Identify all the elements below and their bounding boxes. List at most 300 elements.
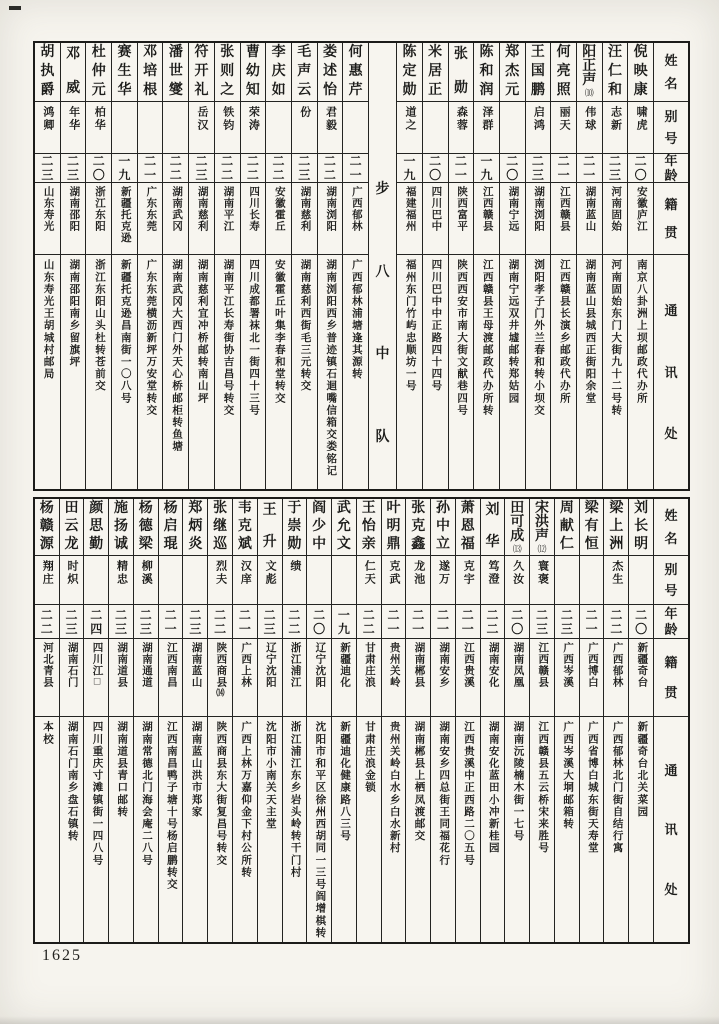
vertical-text: 仁天 — [363, 560, 376, 586]
vertical-text — [437, 605, 449, 638]
character: 二 — [461, 607, 474, 622]
person-column — [111, 43, 137, 489]
name-cell — [580, 499, 604, 556]
person-column — [628, 499, 653, 942]
character: 勋 — [453, 81, 468, 96]
vertical-text — [664, 556, 677, 604]
alias-cell — [215, 102, 240, 154]
vertical-text: 甘肃庄浪 — [363, 642, 375, 688]
character: 二 — [221, 168, 234, 182]
age-cell — [163, 154, 188, 183]
name-cell — [357, 499, 381, 556]
vertical-text: 湖南武冈大西门外天心桥邮柜转鱼塘 — [171, 259, 183, 453]
character: 郑 — [505, 45, 520, 60]
vertical-text: 荣涛 — [247, 106, 260, 132]
vertical-text — [272, 43, 286, 101]
age-cell — [86, 154, 111, 183]
character: 二 — [362, 607, 375, 622]
character: 二 — [139, 607, 152, 622]
row-header-column — [653, 43, 688, 489]
character: 中 — [375, 347, 390, 363]
age-cell — [456, 605, 480, 639]
vertical-text: 甘肃庄浪金锁 — [363, 721, 375, 794]
origin-cell — [35, 639, 59, 717]
alias-cell — [449, 102, 474, 154]
age-cell — [60, 605, 84, 639]
name-cell — [500, 43, 525, 102]
person-column — [422, 43, 448, 489]
vertical-text — [664, 717, 677, 942]
vertical-text: 杰生 — [610, 560, 623, 586]
character: 中 — [435, 519, 450, 534]
character: 别 — [664, 562, 678, 578]
vertical-text — [511, 605, 523, 638]
age-cell — [577, 154, 602, 183]
origin-cell — [134, 639, 158, 717]
name-cell — [474, 43, 499, 102]
age-cell — [629, 605, 653, 639]
person-column — [291, 43, 317, 489]
vertical-text: 陕西商县东大街复昌号转交 — [215, 721, 227, 867]
origin-cell — [604, 639, 628, 717]
character: 二 — [238, 607, 251, 622]
vertical-text — [90, 605, 102, 638]
header-alias-cell — [654, 102, 688, 154]
name-cell — [318, 43, 343, 102]
person-column — [480, 499, 505, 942]
vertical-text: 四川重庆寸滩镇街一四八号 — [91, 721, 103, 867]
vertical-text — [117, 43, 131, 101]
address-cell — [35, 255, 60, 489]
vertical-text — [557, 43, 571, 101]
origin-cell — [580, 639, 604, 717]
person-column — [282, 499, 307, 942]
vertical-text — [583, 154, 595, 182]
alias-cell — [629, 556, 653, 605]
origin-cell — [357, 639, 381, 717]
name-cell — [406, 499, 430, 556]
origin-cell — [577, 183, 602, 255]
alias-cell — [307, 556, 331, 605]
character: 一 — [557, 168, 570, 182]
character: 康 — [633, 83, 648, 98]
character: 何 — [556, 45, 571, 60]
vertical-text — [505, 43, 519, 101]
vertical-text — [67, 154, 79, 182]
origin-cell — [551, 183, 576, 255]
vertical-text: 陕西商县⒁ — [215, 642, 227, 698]
origin-cell — [423, 183, 448, 255]
vertical-text — [506, 154, 518, 182]
alias-cell — [580, 556, 604, 605]
header-origin-cell — [654, 183, 688, 255]
name-cell — [526, 43, 551, 102]
person-column — [85, 43, 111, 489]
character: 杨 — [163, 501, 178, 516]
origin-cell — [629, 639, 653, 717]
vertical-text — [239, 605, 251, 638]
character: 杰 — [505, 64, 520, 79]
header-age-cell — [654, 605, 688, 639]
origin-cell — [406, 639, 430, 717]
character: 元 — [91, 83, 106, 98]
character: 扬 — [114, 519, 129, 534]
character: 正 — [428, 83, 443, 98]
character: 萧 — [460, 501, 475, 516]
vertical-text — [664, 639, 677, 716]
origin-cell — [526, 183, 551, 255]
character: 梁 — [609, 501, 624, 516]
character: 长 — [634, 519, 649, 534]
annotation-mark: ⒁ — [215, 688, 226, 698]
character: 九 — [337, 621, 350, 636]
address-cell — [35, 717, 59, 942]
person-column — [381, 499, 406, 942]
character: 二 — [189, 607, 202, 622]
character: 二 — [313, 607, 326, 622]
character: 一 — [454, 168, 467, 182]
age-cell — [84, 605, 108, 639]
character: 刘 — [634, 501, 649, 516]
vertical-text: 广西岑溪 — [562, 642, 574, 688]
alias-cell — [35, 102, 60, 154]
character: 米 — [428, 45, 443, 60]
address-cell — [61, 255, 86, 489]
vertical-text: 江西南昌 — [165, 642, 177, 688]
origin-cell — [183, 639, 207, 717]
vertical-text — [66, 605, 78, 638]
vertical-text: 湖南安乡四总街王同福花行 — [438, 721, 450, 867]
vertical-text: 广东东莞 — [145, 186, 157, 232]
vertical-text — [264, 605, 276, 638]
age-cell — [382, 605, 406, 639]
character: 何 — [348, 45, 363, 60]
character: 龙 — [64, 537, 79, 552]
name-cell — [35, 499, 59, 556]
person-column — [448, 43, 474, 489]
origin-cell — [112, 183, 137, 255]
character: 张 — [213, 501, 228, 516]
name-cell — [307, 499, 331, 556]
address-cell — [332, 717, 356, 942]
vertical-text: 湖南安化 — [487, 642, 499, 688]
character: 王 — [361, 501, 376, 516]
vertical-text: 安徽庐江 — [635, 186, 647, 232]
character: 姓 — [664, 52, 678, 68]
name-cell — [481, 499, 505, 556]
alias-cell — [628, 102, 653, 154]
vertical-text: 四川成都署袜北一街四十三号 — [248, 259, 260, 417]
character: 二 — [92, 154, 105, 168]
vertical-text: 辽宁沈阳 — [264, 642, 276, 688]
vertical-text — [115, 605, 127, 638]
vertical-text — [273, 154, 285, 182]
vertical-text — [609, 154, 621, 182]
address-cell — [318, 255, 343, 489]
vertical-text: 广西上林 — [240, 642, 252, 688]
origin-cell — [86, 183, 111, 255]
alias-cell — [474, 102, 499, 154]
character: 威 — [66, 81, 81, 96]
address-cell — [551, 255, 576, 489]
vertical-text — [531, 43, 545, 101]
vertical-text: 四川江□ — [91, 642, 103, 689]
name-cell — [382, 499, 406, 556]
person-column — [60, 43, 86, 489]
origin-cell — [84, 639, 108, 717]
vertical-text — [144, 154, 156, 182]
age-cell — [406, 605, 430, 639]
character: 队 — [375, 429, 390, 445]
vertical-text: 年华 — [67, 106, 80, 132]
person-column — [182, 499, 207, 942]
character: 升 — [262, 535, 277, 550]
character: 二 — [610, 621, 623, 636]
character: 则 — [220, 64, 235, 79]
character: 元 — [505, 83, 520, 98]
character: 王 — [530, 45, 545, 60]
vertical-text: 四川巴中 — [430, 186, 442, 232]
roster-table-upper — [33, 41, 690, 491]
vertical-text — [220, 43, 234, 101]
person-column — [214, 43, 240, 489]
origin-cell — [35, 183, 60, 255]
vertical-text: 翔庄 — [41, 560, 54, 586]
character: 明 — [386, 519, 401, 534]
vertical-text — [189, 605, 201, 638]
character: 燮 — [168, 83, 183, 98]
vertical-text — [66, 43, 80, 101]
age-cell — [474, 154, 499, 183]
character: 恩 — [460, 519, 475, 534]
vertical-text — [288, 605, 300, 638]
person-column — [499, 43, 525, 489]
character: 二 — [536, 607, 549, 622]
person-column — [504, 499, 529, 942]
character: 和 — [479, 64, 494, 79]
address-cell — [505, 717, 529, 942]
character: 二 — [144, 154, 157, 168]
character: 二 — [221, 154, 234, 168]
address-cell — [266, 255, 291, 489]
vertical-text — [664, 154, 677, 182]
vertical-text — [247, 154, 259, 182]
character: 号 — [664, 130, 678, 146]
character: 鑫 — [411, 537, 426, 552]
address-cell — [629, 717, 653, 942]
vertical-text — [114, 499, 128, 555]
origin-cell — [505, 639, 529, 717]
person-column — [455, 499, 480, 942]
character: 二 — [486, 621, 499, 636]
character: 有 — [584, 519, 599, 534]
character: 九 — [118, 168, 131, 182]
alias-cell — [551, 102, 576, 154]
vertical-text: 烈夫 — [214, 560, 227, 586]
name-cell — [577, 43, 602, 102]
vertical-text: 汉庠 — [239, 560, 252, 586]
header-name-cell — [654, 43, 688, 102]
vertical-text — [561, 605, 573, 638]
character: 贯 — [664, 685, 678, 700]
name-cell — [138, 43, 163, 102]
age-cell — [307, 605, 331, 639]
alias-cell — [431, 556, 455, 605]
origin-cell — [456, 639, 480, 717]
character: 一 — [403, 154, 416, 168]
alias-cell — [555, 556, 579, 605]
vertical-text — [387, 605, 399, 638]
name-cell — [332, 499, 356, 556]
character: 二 — [263, 607, 276, 622]
character: 云 — [64, 519, 79, 534]
vertical-text — [118, 154, 130, 182]
character: 二 — [635, 607, 648, 622]
name-cell — [84, 499, 108, 556]
person-column — [232, 499, 257, 942]
character: 二 — [506, 154, 519, 168]
character: 通 — [664, 302, 678, 318]
character: 琨 — [163, 537, 178, 552]
age-cell — [318, 154, 343, 183]
character: 华 — [117, 83, 132, 98]
character: 三 — [608, 168, 621, 182]
character: 通 — [664, 762, 678, 778]
person-column — [306, 499, 331, 942]
address-cell — [138, 255, 163, 489]
person-column — [550, 43, 576, 489]
address-cell — [604, 717, 628, 942]
vertical-text — [535, 499, 549, 555]
vertical-text: 湖南沅陵楠木街一七号 — [512, 721, 524, 842]
age-cell — [332, 605, 356, 639]
character: 华 — [485, 535, 500, 550]
address-cell — [84, 717, 108, 942]
character: 曹 — [245, 45, 260, 60]
character: 九 — [403, 168, 416, 182]
character: 声 — [297, 64, 312, 79]
character: 如 — [271, 83, 286, 98]
address-cell — [555, 717, 579, 942]
origin-cell — [307, 639, 331, 717]
origin-cell — [163, 183, 188, 255]
person-column — [579, 499, 604, 942]
vertical-text: 缋 — [288, 560, 301, 573]
character: 二 — [40, 621, 53, 636]
address-cell — [109, 717, 133, 942]
age-cell — [500, 154, 525, 183]
header-address-cell — [654, 717, 688, 942]
character: 声 — [582, 73, 597, 88]
address-cell — [134, 717, 158, 942]
character: 二 — [65, 607, 78, 622]
vertical-text: 寰褒 — [536, 560, 549, 586]
vertical-text: 精忠 — [115, 560, 128, 586]
character: 二 — [214, 621, 227, 636]
vertical-text — [455, 154, 467, 182]
vertical-text: 道之 — [403, 106, 416, 132]
vertical-text: 本校 — [41, 721, 53, 746]
origin-cell — [332, 639, 356, 717]
character: 云 — [297, 83, 312, 98]
vertical-text — [429, 154, 441, 182]
character: 怡 — [361, 519, 376, 534]
character: 四 — [90, 621, 103, 636]
vertical-text: 广西省博白城东街天寿堂 — [586, 721, 598, 855]
vertical-text — [324, 154, 336, 182]
vertical-text: 湖南凤凰 — [512, 642, 524, 688]
person-column — [207, 499, 232, 942]
person-column — [317, 43, 343, 489]
character: 〇 — [92, 168, 105, 182]
person-column — [265, 43, 291, 489]
character: 〇 — [634, 168, 647, 182]
character: 刘 — [485, 503, 500, 518]
vertical-text: 湖南通道 — [141, 642, 153, 688]
vertical-text — [510, 499, 524, 555]
origin-cell — [481, 639, 505, 717]
character: 周 — [559, 501, 574, 516]
alias-cell — [283, 556, 307, 605]
person-column — [525, 43, 551, 489]
origin-cell — [109, 639, 133, 717]
vertical-text — [536, 605, 548, 638]
origin-cell — [431, 639, 455, 717]
vertical-text — [609, 499, 623, 555]
character: 成 — [510, 529, 525, 544]
character: 仁 — [607, 64, 622, 79]
name-cell — [61, 43, 86, 102]
vertical-text: 湖南平江长寿街协吉昌号转交 — [222, 259, 234, 417]
age-cell — [580, 605, 604, 639]
vertical-text — [560, 499, 574, 555]
vertical-text: 广西郁林 — [350, 186, 362, 232]
character: 二 — [610, 607, 623, 622]
character: 龄 — [664, 168, 678, 183]
person-column — [602, 43, 628, 489]
name-cell — [629, 499, 653, 556]
alias-cell — [397, 102, 422, 154]
vertical-text — [214, 605, 226, 638]
character: 居 — [428, 64, 443, 79]
alias-cell — [456, 556, 480, 605]
character: 二 — [272, 154, 285, 168]
alias-cell — [423, 102, 448, 154]
age-cell — [241, 154, 266, 183]
character: 倪 — [633, 45, 648, 60]
vertical-text — [362, 499, 376, 555]
roster-table-lower — [33, 497, 690, 944]
vertical-text — [164, 499, 178, 555]
age-cell — [266, 154, 291, 183]
character: 一 — [583, 168, 596, 182]
vertical-text — [664, 255, 677, 489]
address-cell — [382, 717, 406, 942]
character: 武 — [336, 501, 351, 516]
person-column — [83, 499, 108, 942]
vertical-text: 湖南常德北门海会庵二八号 — [141, 721, 153, 867]
origin-cell — [60, 639, 84, 717]
age-cell — [112, 154, 137, 183]
address-cell — [307, 717, 331, 942]
character: 文 — [336, 537, 351, 552]
character: 赣 — [39, 519, 54, 534]
person-column — [137, 43, 163, 489]
vertical-text: 江西赣县王母渡邮政代办所转 — [481, 259, 493, 417]
character: 二 — [169, 168, 182, 182]
person-column — [59, 499, 84, 942]
character: 怡 — [322, 83, 337, 98]
